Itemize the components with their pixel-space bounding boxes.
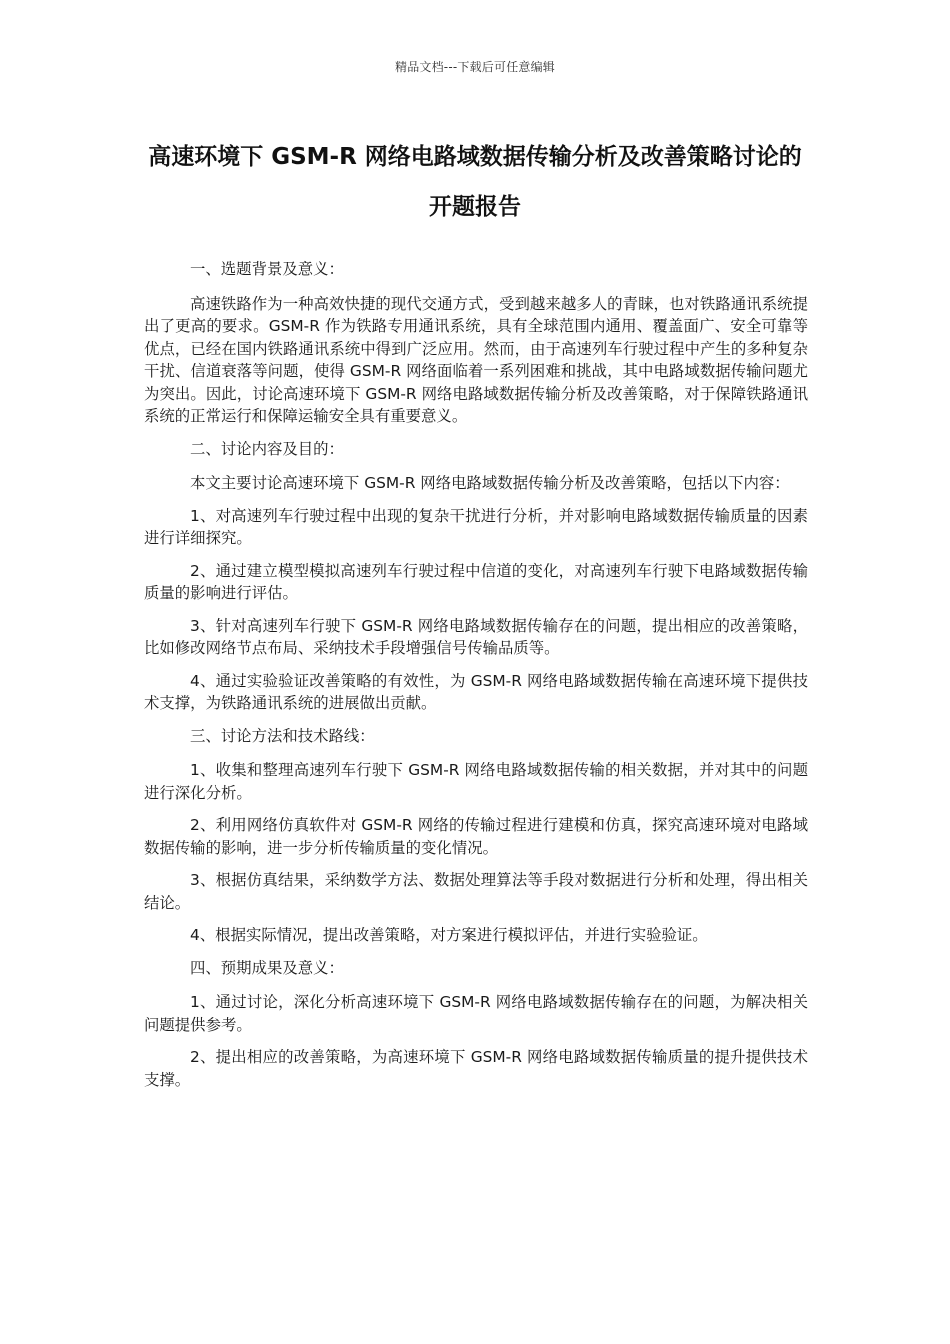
header-note: 精品文档---下载后可任意编辑	[395, 60, 555, 74]
list-item-outcome-1: 1、通过讨论，深化分析高速环境下 GSM-R 网络电路域数据传输存在的问题，为解决相关问题提供参考。	[144, 993, 808, 1034]
list-item-content-2: 2、通过建立模型模拟高速列车行驶过程中信道的变化，对高速列车行驶下电路域数据传输质量的影响进行评估。	[144, 561, 808, 602]
list-item-content-4: 4、通过实验验证改善策略的有效性，为 GSM-R 网络电路域数据传输在高速环境下提供技术支撑，为铁路通讯系统的进展做出贡献。	[144, 671, 808, 712]
document-title: 高速环境下 GSM-R 网络电路域数据传输分析及改善策略讨论的开题报告	[148, 144, 802, 220]
list-item-method-4: 4、根据实际情况，提出改善策略，对方案进行模拟评估，并进行实验验证。	[190, 926, 708, 944]
list-item-method-3: 3、根据仿真结果，采纳数学方法、数据处理算法等手段对数据进行分析和处理，得出相关结论。	[144, 871, 808, 912]
section-heading-content: 二、讨论内容及目的：	[190, 439, 344, 458]
list-item-content-1: 1、对高速列车行驶过程中出现的复杂干扰进行分析，并对影响电路域数据传输质量的因素进行详细探究。	[144, 506, 808, 547]
paragraph-content-intro: 本文主要讨论高速环境下 GSM-R 网络电路域数据传输分析及改善策略，包括以下内容：	[190, 474, 790, 492]
list-item-content-3: 3、针对高速列车行驶下 GSM-R 网络电路域数据传输存在的问题，提出相应的改善策略，比如修改网络节点布局、采纳技术手段增强信号传输品质等。	[144, 616, 808, 657]
section-heading-background: 一、选题背景及意义：	[190, 260, 344, 278]
list-item-method-2: 2、利用网络仿真软件对 GSM-R 网络的传输过程进行建模和仿真，探究高速环境对电路域数据传输的影响，进一步分析传输质量的变化情况。	[144, 816, 808, 857]
section-heading-outcomes: 四、预期成果及意义：	[190, 958, 344, 977]
paragraph-background: 高速铁路作为一种高效快捷的现代交通方式，受到越来越多人的青睐，也对铁路通讯系统提出了更高的要求。GSM-R 作为铁路专用通讯系统，具有全球范围内通用、覆盖面广、安全可靠等优点，已经在国内铁路通讯系统中得到广泛应用。然而，由于高速列车行驶过程中产生的多种复杂干扰、信道衰落等问题，使得 GSM-R 网络面临着一系列困难和挑战，其中电路域数据传输问题尤为突出。因此，讨论高速环境下 GSM-R 网络电路域数据传输分析及改善策略，对于保障铁路通讯系统的正常运行和保障运输安全具有重要意义。	[144, 294, 808, 425]
section-heading-methods: 三、讨论方法和技术路线：	[190, 726, 375, 745]
list-item-method-1: 1、收集和整理高速列车行驶下 GSM-R 网络电路域数据传输的相关数据，并对其中的问题进行深化分析。	[144, 761, 808, 802]
list-item-outcome-2: 2、提出相应的改善策略，为高速环境下 GSM-R 网络电路域数据传输质量的提升提供技术支撑。	[144, 1048, 808, 1089]
document-body	[144, 258, 808, 1101]
